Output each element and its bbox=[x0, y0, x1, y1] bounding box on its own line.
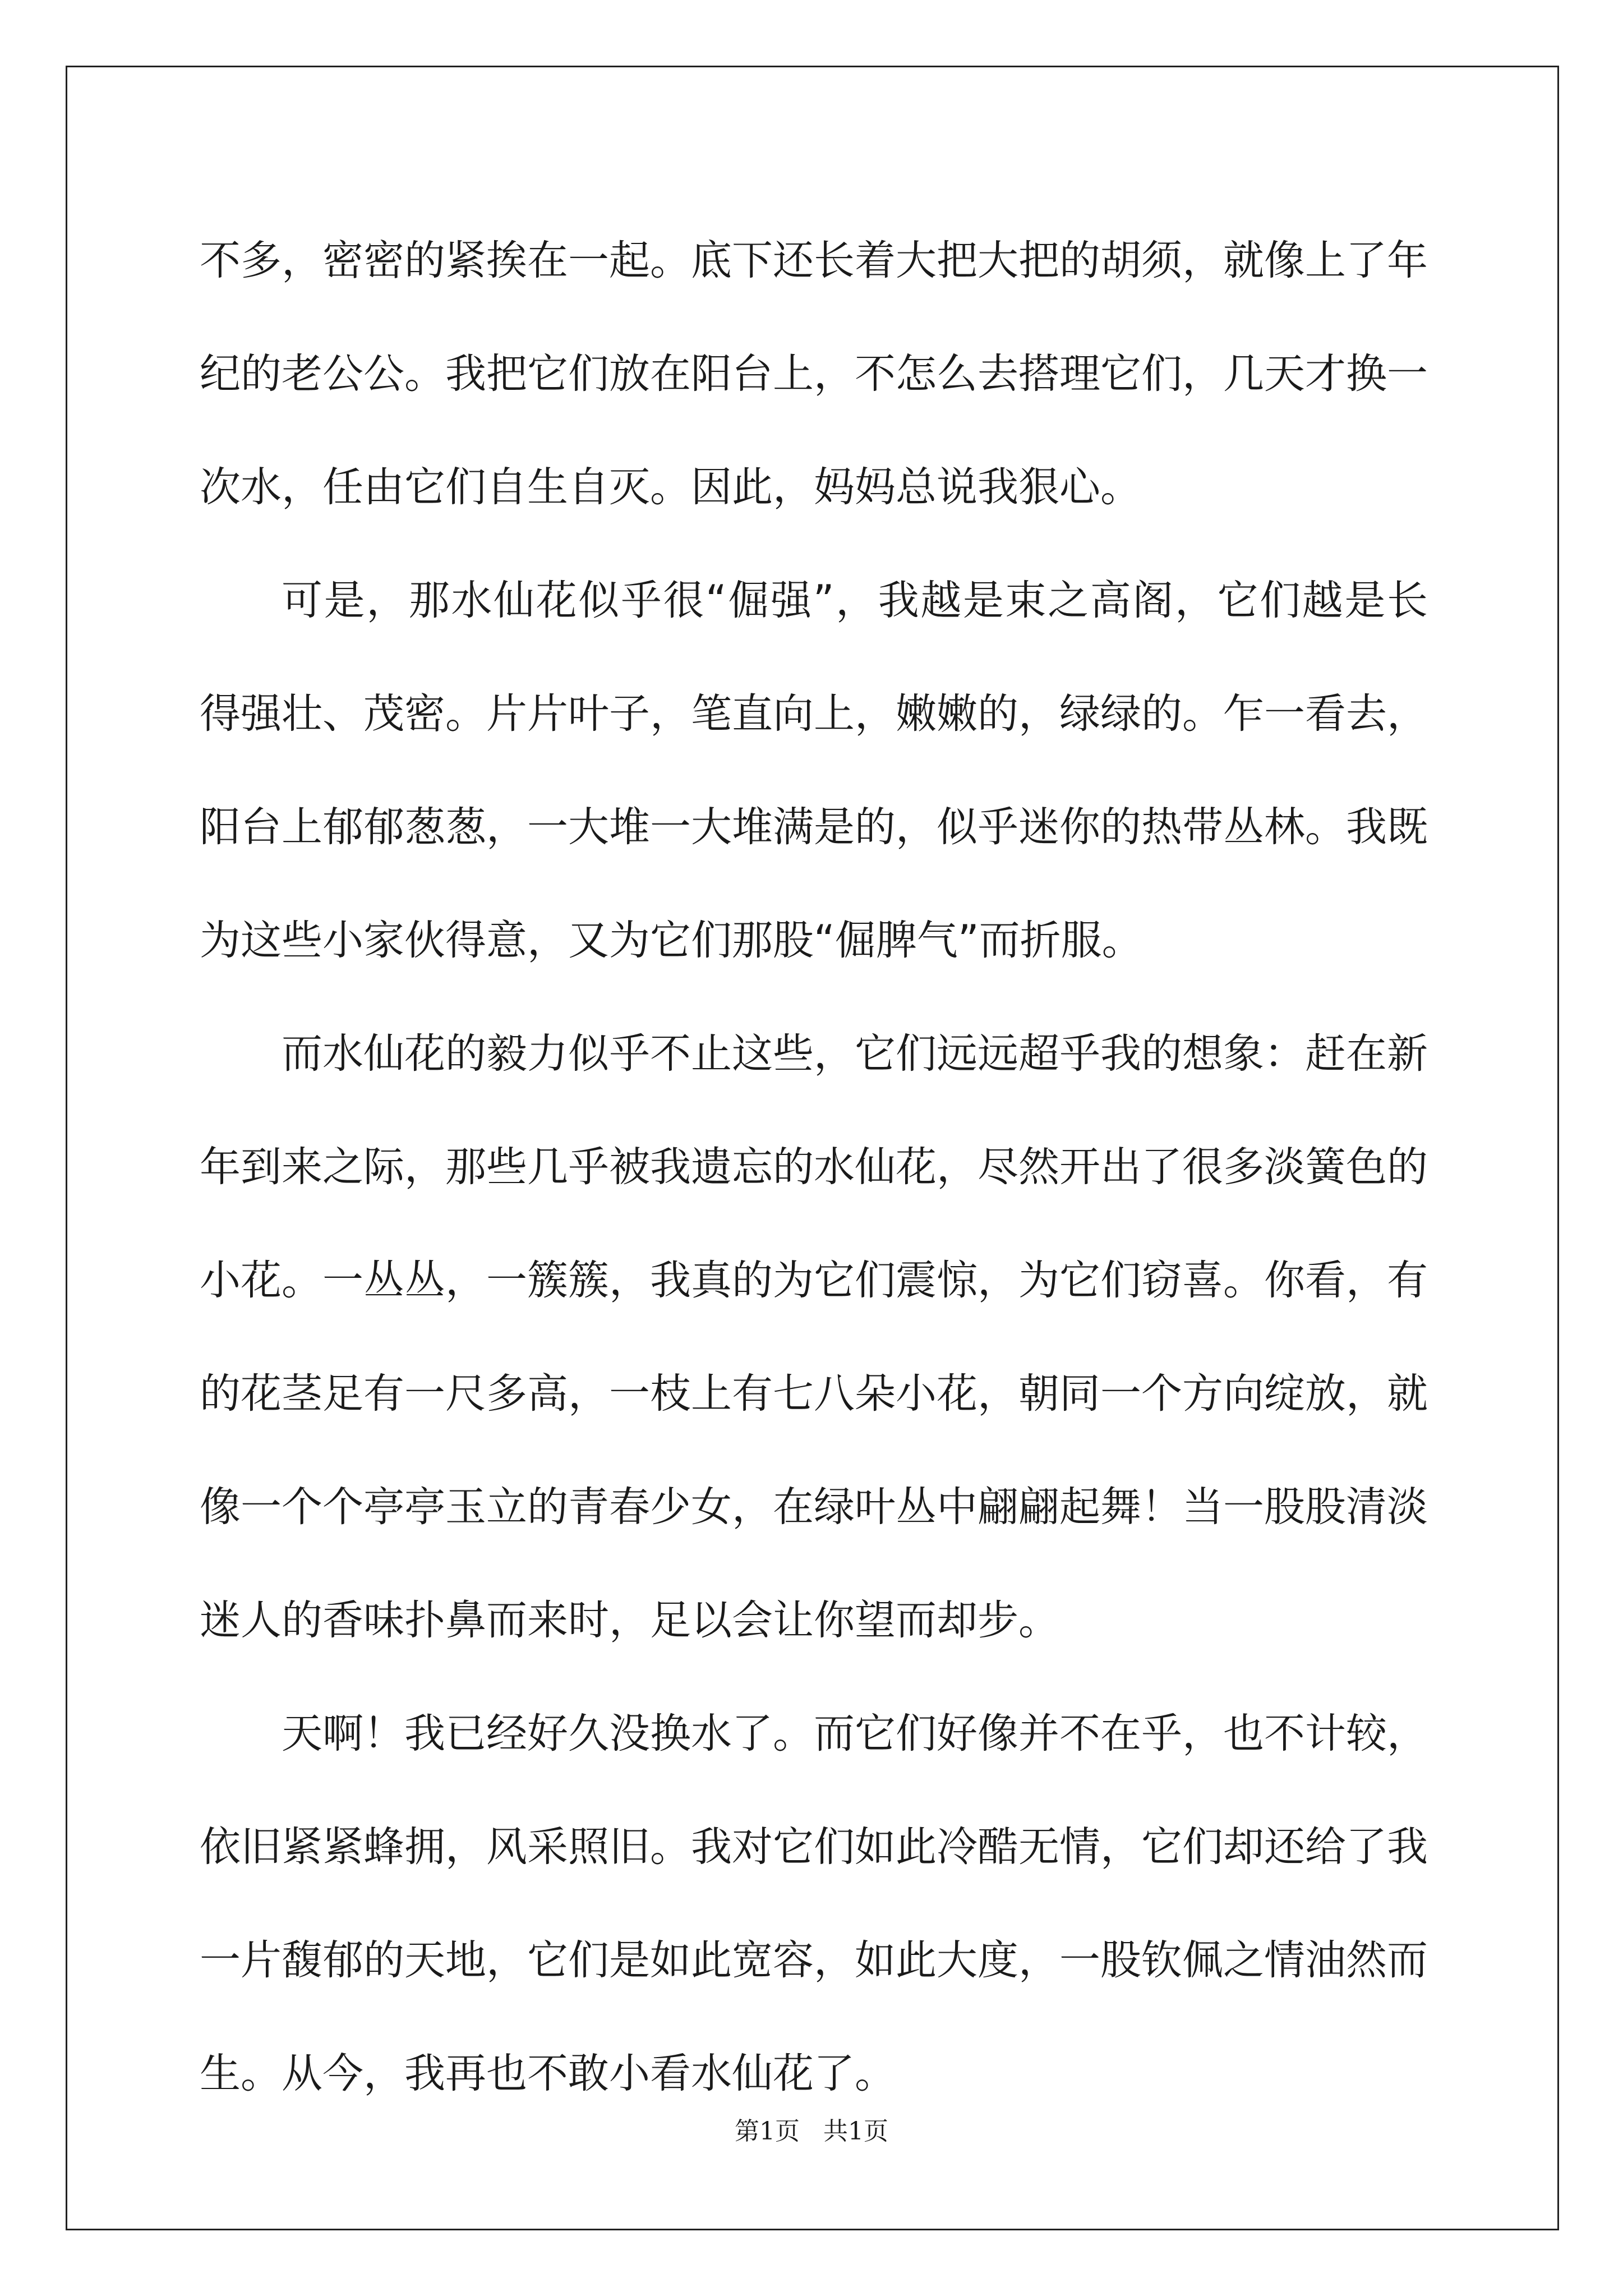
paragraph-2: 可是，那水仙花似乎很“倔强”，我越是束之高阁，它们越是长得强壮、茂密。片片叶子，笔直向上，嫩嫩的，绿绿的。乍一看去，阳台上郁郁葱葱，一大堆一大堆满是的，似乎迷你的热带丛林。我既为这些小家伙得意，又为它们那股“倔脾气”而折服。 bbox=[200, 577, 1428, 964]
paragraph-3: 而水仙花的毅力似乎不止这些，它们远远超乎我的想象：赶在新年到来之际，那些几乎被我遗忘的水仙花，尽然开出了很多淡簧色的小花。一丛丛，一簇簇，我真的为它们震惊，为它们窃喜。你看，有的花茎足有一尺多高，一枝上有七八朵小花，朝同一个方向绽放，就像一个个亭亭玉立的青春少女，在绿叶丛中翩翩起舞！当一股股清淡迷人的香味扑鼻而来时，足以会让你望而却步。 bbox=[200, 1030, 1428, 1644]
paragraph-1: 不多，密密的紧挨在一起。底下还长着大把大把的胡须，就像上了年纪的老公公。我把它们放在阳台上，不怎么去搭理它们，几天才换一次水，任由它们自生自灭。因此，妈妈总说我狠心。 bbox=[200, 237, 1428, 511]
paragraph-4: 天啊！我已经好久没换水了。而它们好像并不在乎，也不计较，依旧紧紧蜂拥，风采照旧。我对它们如此冷酷无情，它们却还给了我一片馥郁的天地，它们是如此宽容，如此大度，一股钦佩之情油然而生。从今，我再也不敢小看水仙花了。 bbox=[200, 1710, 1428, 2097]
page-number-footer: 第1页 共1页 bbox=[735, 2117, 888, 2146]
document-body bbox=[200, 204, 1428, 2131]
